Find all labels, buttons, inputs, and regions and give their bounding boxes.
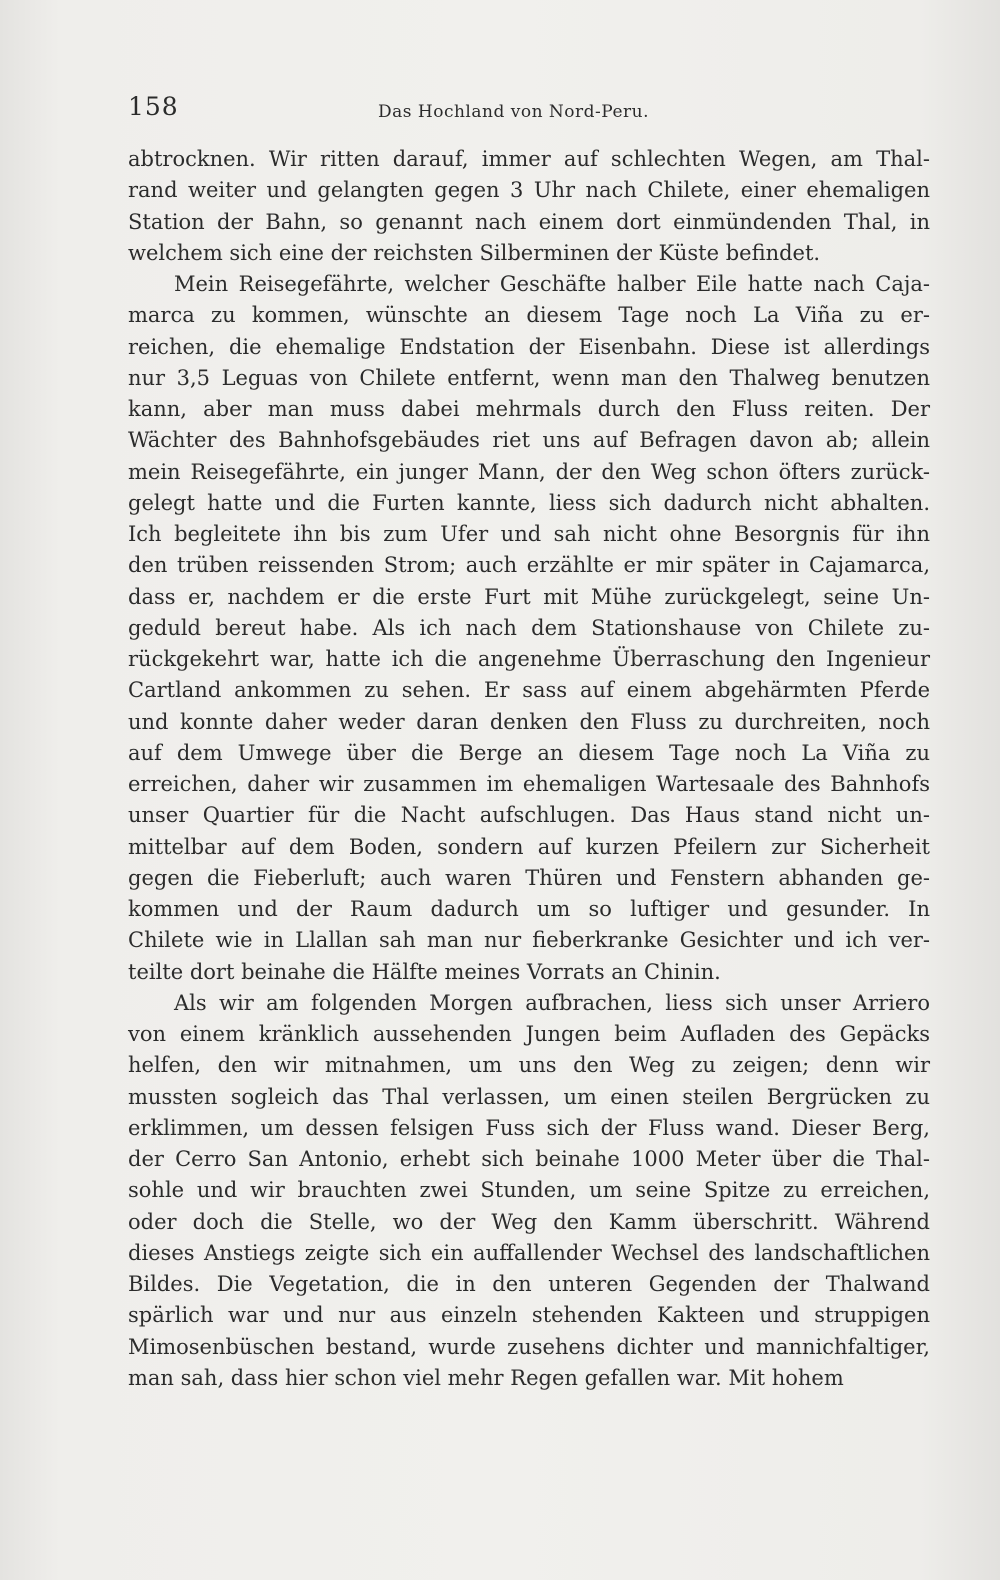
text-line: dieses Anstiegs zeigte sich ein auffallender Wechsel des landschaftlichen	[128, 1240, 930, 1265]
paragraph	[128, 144, 930, 269]
text-line: rückgekehrt war, hatte ich die angenehme Überraschung den Ingenieur	[128, 647, 930, 671]
text-line: Mimosenbüschen bestand, wurde zusehens dichter und mannichfaltiger,	[128, 1334, 930, 1359]
text-line: helfen, den wir mitnahmen, um uns den Weg zu zeigen; denn wir	[128, 1053, 930, 1078]
text-line: oder doch die Stelle, wo der Weg den Kamm überschritt. Während	[128, 1209, 930, 1234]
text-line: Als wir am folgenden Morgen aufbrachen, liess sich unser Arriero	[174, 990, 930, 1015]
text-line: Mein Reisegefährte, welcher Geschäfte halber Eile hatte nach Caja-	[174, 272, 930, 296]
text-line: geduld bereut habe. Als ich nach dem Stationshause von Chilete zu-	[128, 615, 930, 640]
text-line: rand weiter und gelangten gegen 3 Uhr nach Chilete, einer ehemaligen	[128, 178, 930, 203]
text-line: erreichen, daher wir zusammen im ehemaligen Wartesaale des Bahnhofs	[128, 772, 930, 796]
text-line: Ich begleitete ihn bis zum Ufer und sah nicht ohne Besorgnis für ihn	[128, 522, 930, 546]
text-line: abtrocknen. Wir ritten darauf, immer auf schlechten Wegen, am Thal-	[128, 147, 930, 171]
text-line: unser Quartier für die Nacht aufschlugen. Das Haus stand nicht un-	[128, 803, 930, 828]
text-line: reichen, die ehemalige Endstation der Eisenbahn. Diese ist allerdings	[128, 334, 930, 359]
body-text	[128, 144, 930, 1394]
text-line: teilte dort beinahe die Hälfte meines Vorrats an Chinin.	[128, 959, 721, 984]
text-line: Bildes. Die Vegetation, die in den unteren Gegenden der Thalwand	[128, 1272, 930, 1296]
page-header	[128, 92, 928, 132]
text-line: von einem kränklich aussehenden Jungen beim Aufladen des Gepäcks	[128, 1022, 930, 1046]
text-line: Cartland ankommen zu sehen. Er sass auf einem abgehärmten Pferde	[128, 678, 930, 703]
text-line: mussten sogleich das Thal verlassen, um einen steilen Bergrücken zu	[128, 1084, 930, 1109]
text-line: welchem sich eine der reichsten Silberminen der Küste befindet.	[128, 240, 821, 265]
text-line: sohle und wir brauchten zwei Stunden, um seine Spitze zu erreichen,	[128, 1178, 930, 1203]
text-line: erklimmen, um dessen felsigen Fuss sich der Fluss wand. Dieser Berg,	[128, 1115, 930, 1140]
text-line: kommen und der Raum dadurch um so luftiger und gesunder. In	[128, 897, 930, 921]
text-line: Wächter des Bahnhofsgebäudes riet uns auf Befragen davon ab; allein	[128, 428, 930, 453]
text-line: gelegt hatte und die Furten kannte, liess sich dadurch nicht abhalten.	[128, 490, 930, 515]
text-line: kann, aber man muss dabei mehrmals durch den Fluss reiten. Der	[128, 397, 930, 421]
text-line: mein Reisegefährte, ein junger Mann, der den Weg schon öfters zurück-	[128, 459, 930, 484]
text-line: Chilete wie in Llallan sah man nur fieberkranke Gesichter und ich ver-	[128, 928, 930, 953]
text-line: auf dem Umwege über die Berge an diesem Tage noch La Viña zu	[128, 740, 930, 765]
running-title: Das Hochland von Nord-Peru.	[378, 102, 649, 122]
text-line: und konnte daher weder daran denken den Fluss zu durchreiten, noch	[128, 709, 930, 734]
text-line: man sah, dass hier schon viel mehr Regen gefallen war. Mit hohem	[128, 1365, 844, 1390]
text-line: spärlich war und nur aus einzeln stehenden Kakteen und struppigen	[128, 1303, 930, 1328]
text-line: marca zu kommen, wünschte an diesem Tage noch La Viña zu er-	[128, 303, 930, 328]
paragraph	[128, 269, 930, 988]
text-line: den trüben reissenden Strom; auch erzählte er mir später in Cajamarca,	[128, 553, 930, 578]
text-line: dass er, nachdem er die erste Furt mit Mühe zurückgelegt, seine Un-	[128, 584, 930, 609]
text-line: Station der Bahn, so genannt nach einem dort einmündenden Thal, in	[128, 209, 930, 234]
text-line: gegen die Fieberluft; auch waren Thüren und Fenstern abhanden ge-	[128, 865, 930, 890]
text-line: mittelbar auf dem Boden, sondern auf kurzen Pfeilern zur Sicherheit	[128, 834, 930, 859]
paragraph	[128, 988, 930, 1394]
text-line: der Cerro San Antonio, erhebt sich beinahe 1000 Meter über die Thal-	[128, 1147, 930, 1171]
page-number: 158	[128, 92, 179, 121]
text-line: nur 3,5 Leguas von Chilete entfernt, wenn man den Thalweg benutzen	[128, 365, 930, 390]
